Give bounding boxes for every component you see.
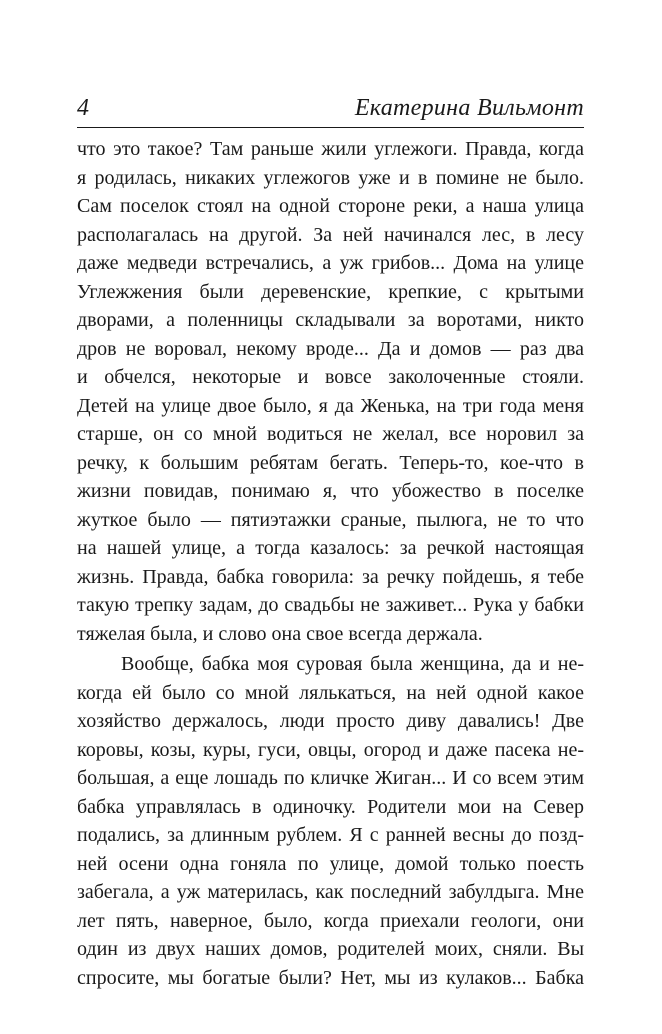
text-line: коровы, козы, куры, гуси, овцы, огород и даже пасека не- <box>77 738 584 761</box>
text-line: речку, к большим ребятам бегать. Теперь-то, кое-что в <box>77 451 584 474</box>
text-line: и обчелся, некоторые и вовсе заколоченные стояли. <box>77 366 584 388</box>
body-text <box>77 135 584 992</box>
text-line: старше, он со мной водиться не желал, все норовил за <box>77 423 584 445</box>
text-line: что это такое? Там раньше жили углежоги. Правда, когда <box>77 138 584 160</box>
text-line: бабка управлялась в одиночку. Родители мои на Север <box>77 795 584 818</box>
text-line: я родилась, никаких углежогов уже и в помине не было. <box>77 166 584 189</box>
text-line: подались, за длинным рублем. Я с ранней весны до позд- <box>77 824 584 846</box>
text-line: жуткое было — пятиэтажки сраные, пылюга, не то что <box>77 508 584 531</box>
text-line: забегала, а уж материлась, как последний забулдыга. Мне <box>77 881 584 903</box>
text-line: один из двух наших домов, родителей моих, сняли. Вы <box>77 938 584 960</box>
text-line: Вообще, бабка моя суровая была женщина, да и не- <box>121 653 584 675</box>
text-line: хозяйство держалось, люди просто диву давались! Две <box>77 710 584 732</box>
text-line: Углежжения были деревенские, крепкие, с крытыми <box>77 280 584 303</box>
header-rule <box>77 127 584 128</box>
page-number: 4 <box>77 95 89 121</box>
text-line: располагалась на другой. За ней начинался лес, в лесу <box>77 223 584 246</box>
text-line: даже медведи встречались, а уж грибов... Дома на улице <box>77 252 584 274</box>
text-line: жизни повидав, понимаю я, что убожество в поселке <box>77 480 584 502</box>
text-line: лет пять, наверное, было, когда приехали геологи, они <box>77 909 584 932</box>
text-line: тяжелая была, и слово она свое всегда держала. <box>77 622 483 645</box>
text-line: спросите, мы богатые были? Нет, мы из кулаков... Бабка <box>77 966 584 989</box>
text-line: Детей на улице двое было, я да Женька, на три года меня <box>77 394 584 417</box>
paragraph-2 <box>77 650 584 992</box>
paragraph-1 <box>77 135 584 648</box>
running-header <box>77 93 584 125</box>
header-title: Екатерина Вильмонт <box>354 95 584 121</box>
text-line: жизнь. Правда, бабка говорила: за речку пойдешь, я тебе <box>77 565 584 588</box>
text-line: дворами, а поленницы складывали за воротами, никто <box>77 309 584 331</box>
text-line: дров не воровал, некому вроде... Да и домов — раз два <box>77 337 584 360</box>
text-line: когда ей было со мной лялькаться, на ней одной какое <box>77 681 584 704</box>
text-line: такую трепку задам, до свадьбы не заживет... Рука у бабки <box>77 594 584 616</box>
text-line: Сам поселок стоял на одной стороне реки, а наша улица <box>77 195 584 217</box>
text-line: ней осени одна гоняла по улице, домой только поесть <box>77 852 584 875</box>
text-line: большая, а еще лошадь по кличке Жиган... И со всем этим <box>77 767 584 789</box>
text-line: на нашей улице, а тогда казалось: за речкой настоящая <box>77 537 584 559</box>
